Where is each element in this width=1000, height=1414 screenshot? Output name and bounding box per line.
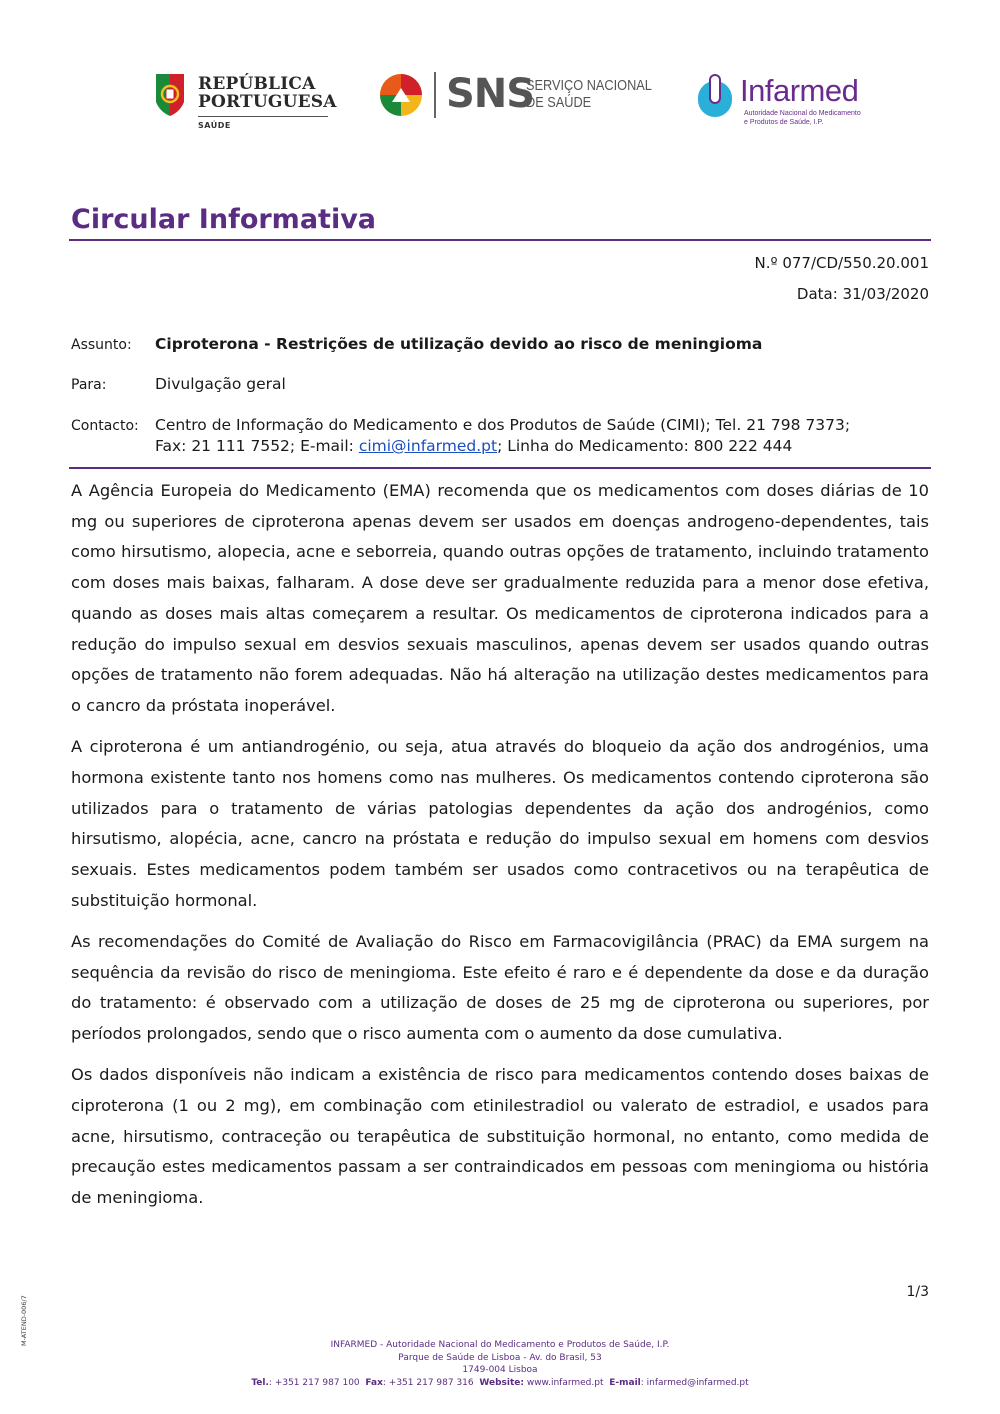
infarmed-emblem-icon	[694, 74, 736, 118]
infarmed-wordmark: Infarmed	[740, 73, 859, 108]
republica-text: REPÚBLICA	[198, 74, 316, 94]
document-title: Circular Informativa	[71, 204, 377, 235]
footer-website-link[interactable]: www.infarmed.pt	[523, 1377, 604, 1388]
contacto-label: Contacto:	[71, 418, 139, 434]
footer-tel-label: Tel.	[251, 1377, 269, 1388]
logo-divider	[198, 116, 328, 117]
cimi-email-link[interactable]: cimi@infarmed.pt	[358, 437, 498, 455]
footer-email-link[interactable]: : infarmed@infarmed.pt	[640, 1377, 749, 1388]
infarmed-sub-line2: e Produtos de Saúde, I.P.	[744, 119, 824, 126]
sns-acronym: SNS	[446, 71, 535, 117]
title-divider	[69, 239, 931, 241]
footer-website-label: Website:	[479, 1377, 524, 1388]
footer-fax-value: : +351 217 987 316	[382, 1377, 474, 1388]
infarmed-logo	[694, 72, 874, 132]
para-value: Divulgação geral	[155, 375, 286, 393]
page-footer	[0, 1339, 1000, 1389]
footer-address: Parque de Saúde de Lisboa - Av. do Brasil, 53	[398, 1352, 602, 1363]
footer-postal: 1749-004 Lisboa	[462, 1365, 538, 1375]
infarmed-sub-line1: Autoridade Nacional do Medicamento	[744, 110, 861, 117]
contacto-line2	[155, 437, 792, 455]
sns-name-line1: SERVIÇO NACIONAL	[526, 77, 652, 94]
contacto-line1: Centro de Informação do Medicamento e dos Produtos de Saúde (CIMI); Tel. 21 798 7373;	[155, 416, 851, 434]
paragraph: As recomendações do Comité de Avaliação do Risco em Farmacovigilância (PRAC) da EMA surgem na sequência da revisão do risco de meningioma. Este efeito é raro e é dependente da dose e da duração do tratamento: é observado com a utilização de doses de 25 mg de ciproterona ou superiores, por períodos prolongados, sendo que o risco aumenta com o aumento da dose cumulativa.	[71, 931, 929, 1043]
page-number: 1/3	[906, 1284, 929, 1300]
footer-org: INFARMED - Autoridade Nacional do Medicamento e Produtos de Saúde, I.P.	[330, 1340, 670, 1350]
body-text	[71, 476, 929, 1224]
header-divider	[69, 467, 931, 469]
paragraph: A ciproterona é um antiandrogénio, ou seja, atua através do bloqueio da ação dos androgénios, uma hormona existente tanto nos homens como nas mulheres. Os medicamentos contendo ciproterona são utilizados para o tratamento de várias patologias dependentes da ação dos androgénios, como hirsutismo, alopécia, acne, cancro na próstata e redução do impulso sexual em homens com desvios sexuais. Estes medicamentos podem também ser usados como contracetivos ou na terapêutica de substituição hormonal.	[71, 737, 929, 910]
circular-date: Data: 31/03/2020	[796, 285, 929, 303]
portuguese-flag-emblem-icon	[152, 72, 188, 118]
paragraph: Os dados disponíveis não indicam a existência de risco para medicamentos contendo doses baixas de ciproterona (1 ou 2 mg), em combinação com etinilestradiol ou valerato de estradiol, e usados para acne, hirsutismo, contraceção ou terapêutica de substituição hormonal, no entanto, como medida de precaução estes medicamentos passam a ser contraindicados em pessoas com meningioma ou história de meningioma.	[71, 1065, 929, 1207]
contacto-line2-suffix: ; Linha do Medicamento: 800 222 444	[497, 437, 793, 455]
para-label: Para:	[71, 377, 107, 393]
sns-logo	[378, 70, 658, 120]
republica-portuguesa-logo	[152, 72, 337, 134]
form-code: M-ATEND-006/7	[20, 1295, 28, 1346]
sns-emblem-icon	[378, 72, 424, 118]
footer-email-label: E-mail	[609, 1377, 641, 1388]
sns-divider	[434, 72, 436, 118]
footer-fax-label: Fax	[365, 1377, 383, 1388]
circular-number: N.º 077/CD/550.20.001	[754, 254, 929, 272]
assunto-label: Assunto:	[71, 337, 132, 353]
assunto-value: Ciproterona - Restrições de utilização devido ao risco de meningioma	[155, 335, 763, 353]
footer-contacts	[0, 1377, 1000, 1390]
saude-text: SAÚDE	[198, 121, 231, 130]
footer-tel-value: : +351 217 987 100	[268, 1377, 360, 1388]
paragraph: A Agência Europeia do Medicamento (EMA) recomenda que os medicamentos com doses diárias de 10 mg ou superiores de ciproterona apenas devem ser usados em doenças androgeno-dependentes, tais como hirsutismo, alopecia, acne e seborreia, quando outras opções de tratamento, incluindo tratamento com doses mais baixas, falharam. A dose deve ser gradualmente reduzida para a menor dose efetiva, quando as doses mais altas começarem a resultar. Os medicamentos de ciproterona indicados para a redução do impulso sexual em desvios sexuais masculinos, apenas devem ser usados quando outras opções de tratamento não forem adequadas. Não há alteração na utilização destes medicamentos para o cancro da próstata inoperável.	[71, 481, 929, 715]
portuguesa-text: PORTUGUESA	[198, 92, 337, 112]
contacto-line2-prefix: Fax: 21 111 7552; E-mail:	[155, 437, 359, 455]
sns-name-line2: DE SAÚDE	[526, 94, 592, 111]
